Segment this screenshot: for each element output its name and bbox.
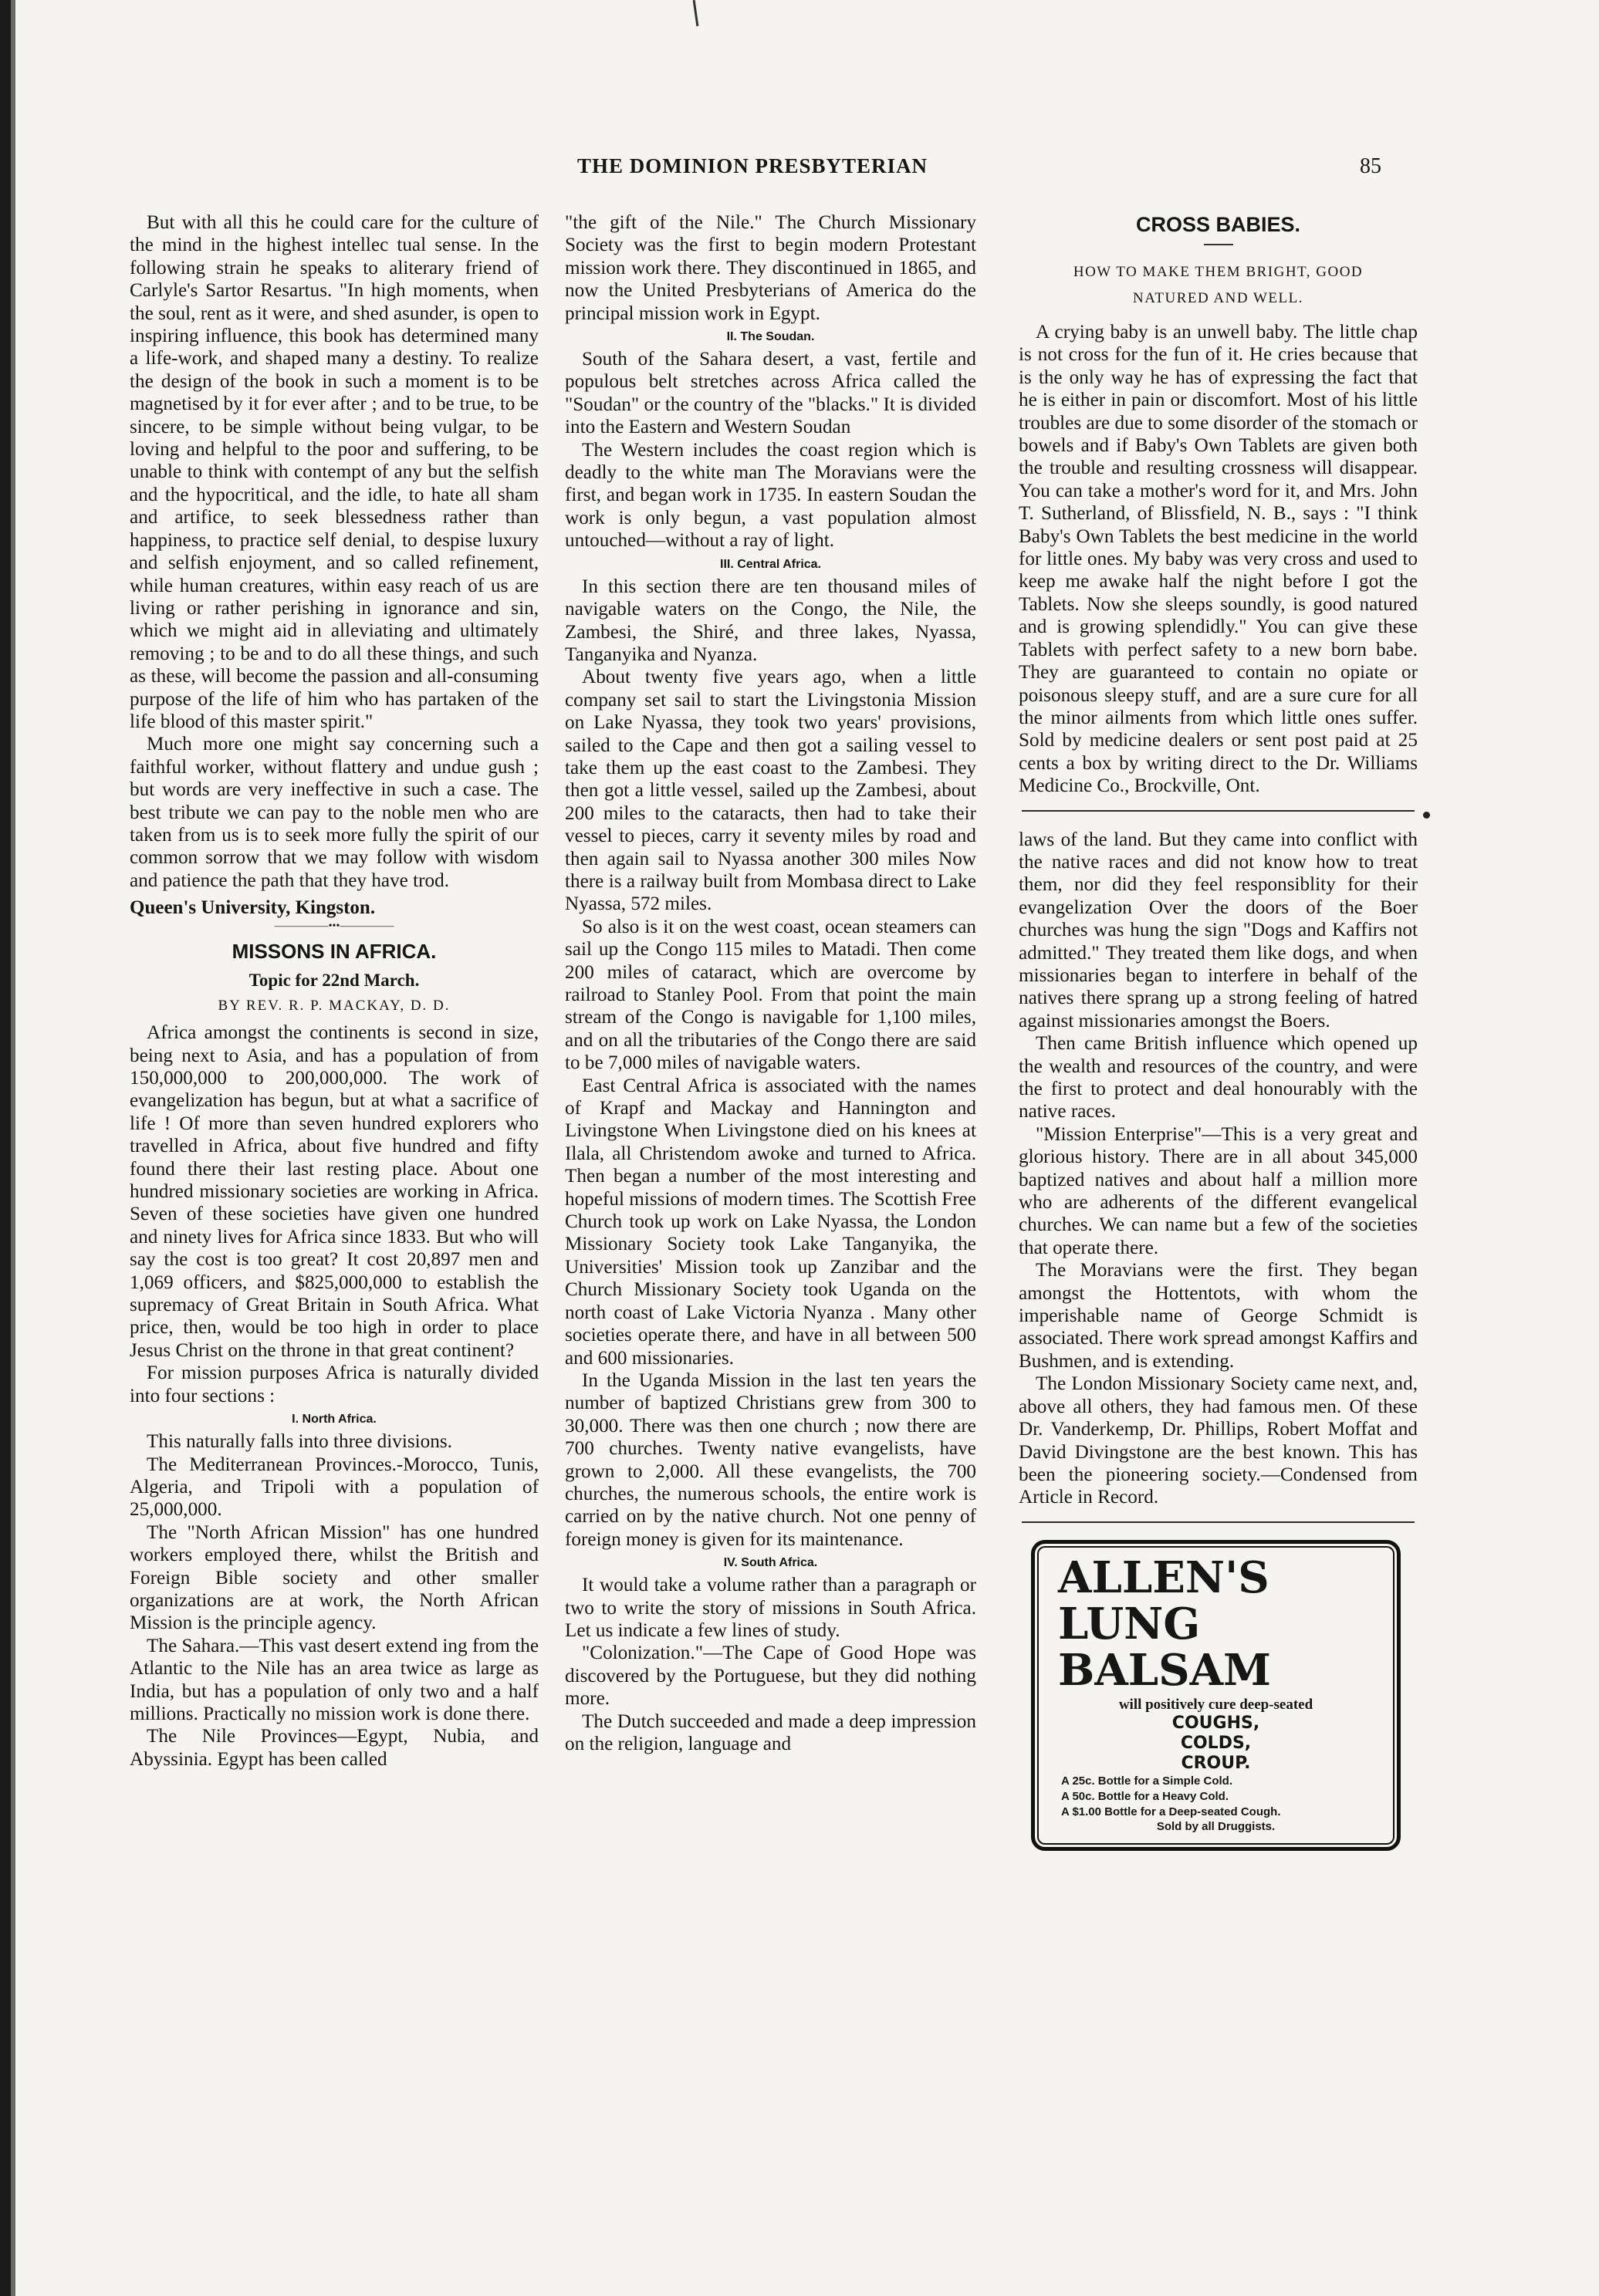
byline: BY REV. R. P. MACKAY, D. D. xyxy=(218,998,451,1015)
section-heading-soudan: II. The Soudan. xyxy=(726,330,815,344)
ad-price-line: A 50c. Bottle for a Heavy Cold. xyxy=(1061,1789,1229,1803)
section-heading-north-africa: I. North Africa. xyxy=(292,1413,377,1427)
article-paragraph: "Colonization."—The Cape of Good Hope was discovered by the Portuguese, but they did nothing more. xyxy=(565,1643,976,1710)
article-paragraph: The "North African Mission" has one hundred workers employed there, whilst the British and Foreign Bible society and other smaller organizations are at work, the North African Mission is the principle agency. xyxy=(130,1521,539,1634)
page-binding-edge xyxy=(0,0,11,2296)
article-paragraph: About twenty five years ago, when a little company set sail to start the Livingstonia Mission on Lake Nyassa, they took two years' provisions, sailed to the Cape and then got a sailing vessel to take them up the east coast to the Zambesi. They then got a little vessel, sailed up the Zambesi, about 200 miles to the cataracts, then had to take their vessel to pieces, carry it seventy miles by road and then again sail to Nyassa another 300 miles Now there is a railway built from Mombasa direct to Lake Nyassa, 572 miles. xyxy=(565,667,976,915)
article-paragraph: laws of the land. But they came into conflict with the native races and did not know how to treat them, nor did they feel responsiblity for their evangelization Over the doors of the Boer churches was hung the sign "Dogs and Kaffirs not admitted." They treated them like dogs, and when missionaries began to interfere in behalf of the natives there sprang up a strong feeling of hatred against missionaries amongst the Boers. xyxy=(1019,829,1418,1032)
ad-condition: CROUP. xyxy=(1181,1753,1251,1773)
article-paragraph: The Moravians were the first. They began amongst the Hottentots, with whom the imperishable name of George Schmidt is associated. There work spread amongst Kaffirs and Bushmen, and is extending. xyxy=(1019,1260,1418,1372)
article-paragraph: For mission purposes Africa is naturally divided into four sections : xyxy=(130,1362,539,1406)
column-1 xyxy=(130,211,539,1771)
column-rule xyxy=(1022,810,1415,812)
article-paragraph: "the gift of the Nile." The Church Missionary Society was the first to begin modern Protestant mission work there. They discontinued in 1865, and now the United Presbyterians of America do the principal mission work in Egypt. xyxy=(565,212,976,324)
article-paragraph: Africa amongst the continents is second in size, being next to Asia, and has a population of from 150,000,000 to 200,000,000. The work of evangelization has begun, but at what a sacrifice of life ! Of more than seven hundred explorers who travelled in Africa, about five hundred and fifty found there their last resting place. About one hundred missionary societies are working in Africa. Seven of these societies have given one hundred and ninety lives for Africa since 1833. But who will say the cost is too great? It cost 20,897 men and 1,069 officers, and $825,000,000 to establish the supremacy of Great Britain in South Africa. What price, then, would be too high in order to place Jesus Christ on the throne in that great continent? xyxy=(130,1022,539,1361)
ad-price-line: A $1.00 Bottle for a Deep-seated Cough. xyxy=(1061,1805,1281,1818)
ornament-rule: —————•••————— xyxy=(274,920,394,933)
subheading-line: NATURED AND WELL. xyxy=(1133,290,1303,306)
article-paragraph: South of the Sahara desert, a vast, fertile and populous belt stretches across Africa called the "Soudan" or the country of the "blacks." It is divided into the Eastern and Western Soudan xyxy=(565,349,976,438)
article-paragraph: East Central Africa is associated with the names of Krapf and Mackay and Hannington and Livingstone When Livingstone died on his knees at Ilala, all Christendom awoke and turned to Africa. Then began a number of the most interesting and hopeful missions of modern times. The Scottish Free Church took up work on Lake Nyassa, the London Missionary Society took Lake Tanganyika, the Universities' Mission took up Zanzibar and the Church Missionary Society took Uganda on the north coast of Lake Victoria Nyanza . Many other societies operate there, and have in all between 500 and 600 missionaries. xyxy=(565,1075,976,1369)
article-paragraph: The Nile Provinces—Egypt, Nubia, and Abyssinia. Egypt has been called xyxy=(130,1726,539,1770)
article-paragraph: The Mediterranean Provinces.-Morocco, Tunis, Algeria, and Tripoli with a population of 25,000,000. xyxy=(130,1454,539,1521)
running-title: THE DOMINION PRESBYTERIAN xyxy=(577,154,928,177)
article-paragraph: "Mission Enterprise"—This is a very great and glorious history. There are in all about 345,000 baptized natives and about half a million more who are adherents of the different evangelical churches. We can name but a few of the societies that operate there. xyxy=(1019,1123,1418,1258)
article-paragraph: The Sahara.—This vast desert extend ing from the Atlantic to the Nile has an area twice as large as India, but has a population of only two and a half millions. Practically no mission work is done there. xyxy=(130,1635,539,1724)
article-paragraph: But with all this he could care for the culture of the mind in the highest intellec tual sense. In the following strain he speaks to aliterary friend of Carlyle's Sartor Resartus. "In high moments, when the soul, rent as it were, and shed asunder, is open to inspiring influence, this book has determined many a life-work, and shaped many a destiny. To realize the design of the book in such a moment is to be magnetised by it for ever after ; and to be true, to be sincere, to be simple without being vulgar, to be loving and helpful to the poor and suffering, to be unable to think with contempt of any but the selfish and the hypocritical, and the idle, to hate all sham and artifice, to seek blessedness rather than happiness, to practice self denial, to despise luxury and selfish enjoyment, and so called refinement, while human creatures, within easy reach of us are living or rather perishing in ignorance and sin, which we might aid in alleviating and ultimately removing ; to be and to do all these things, and such as these, will become the passion and all-consuming purpose of the life of him who has partaken of the life blood of this master spirit." xyxy=(130,212,539,732)
missions-heading: MISSONS IN AFRICA. xyxy=(232,940,437,964)
ad-brand-line: ALLEN'S xyxy=(1058,1551,1269,1603)
article-paragraph: Much more one might say concerning such a faithful worker, without flattery and undue gush ; but words are very ineffective in such a case. The best tribute we can pay to the noble men who are taken from us is to seek more fully the spirit of our common sorrow that we may follow with wisdom and patience the path that they have trod. xyxy=(130,734,539,891)
topic-line: Topic for 22nd March. xyxy=(248,971,420,991)
column-2 xyxy=(565,211,976,1755)
page-header xyxy=(0,154,1599,185)
allens-lung-balsam-advertisement xyxy=(1031,1540,1401,1851)
article-signature: Queen's University, Kingston. xyxy=(130,897,376,919)
article-paragraph: In this section there are ten thousand miles of navigable waters on the Congo, the Nile, the Zambesi, the Shiré, and three lakes, Nyassa, Tanganyika and Nyanza. xyxy=(565,576,976,665)
short-rule xyxy=(1204,244,1233,245)
cross-babies-text: A crying baby is an unwell baby. The little chap is not cross for the fun of it. He cries because that is the only way he has of expressing the fact that he is either in pain or discomfort. Most of his little troubles are due to some disorder of the stomach or bowels and if Baby's Own Tablets are given both the trouble and resulting crossness will disappear. You can take a mother's word for it, and Mrs. John T. Sutherland, of Blissfield, N. B., says : "I think Baby's Own Tablets the best medicine in the world for little ones. My baby was very cross and used to keep me awake half the night before I got the Tablets. Now she sleeps soundly, is good natured and is growing splendidly." You can give these Tablets with perfect safety to a new born babe. They are guaranteed to contain no opiate or poisonous sleepy stuff, and are a sure cure for all the minor ailments from which little ones suffer. Sold by medicine dealers or sent post paid at 25 cents a box by writing direct to the Dr. Williams Medicine Co., Brockville, Ont. xyxy=(1019,322,1418,797)
section-heading-central-africa: III. Central Africa. xyxy=(720,557,821,571)
ad-condition: COUGHS, xyxy=(1171,1713,1260,1733)
article-paragraph: The Dutch succeeded and made a deep impression on the religion, language and xyxy=(565,1710,976,1754)
article-paragraph: This naturally falls into three divisions. xyxy=(147,1431,452,1453)
article-paragraph: So also is it on the west coast, ocean steamers can sail up the Congo 115 miles to Matadi. Then come 200 miles of cataract, which are overcome by railroad to Stanley Pool. From that point the main stream of the Congo is navigable for 1,100 miles, and on all the tributaries of the Congo there are said to be 7,000 miles of navigable waters. xyxy=(565,916,976,1074)
section-heading-south-africa: IV. South Africa. xyxy=(723,1556,818,1570)
ad-condition: COLDS, xyxy=(1180,1733,1252,1753)
print-mark xyxy=(693,0,699,26)
cross-babies-subheading xyxy=(1019,259,1418,312)
ad-brand-line: LUNG xyxy=(1058,1598,1201,1649)
ink-dot xyxy=(1423,812,1430,819)
subheading-line: HOW TO MAKE THEM BRIGHT, GOOD xyxy=(1073,264,1364,280)
cross-babies-heading: CROSS BABIES. xyxy=(1135,213,1301,236)
column-3 xyxy=(1019,211,1418,1851)
column-rule xyxy=(1022,1521,1415,1523)
page-binding-shadow xyxy=(11,0,15,2296)
page-number: 85 xyxy=(1360,154,1381,178)
ad-price-line: A 25c. Bottle for a Simple Cold. xyxy=(1061,1774,1232,1788)
article-paragraph: The London Missionary Society came next, and, above all others, they had famous men. Of these Dr. Vanderkemp, Dr. Phillips, Robert Moffat and David Divingstone are the best known. This has been the pioneering society.—Condensed from Article in Record. xyxy=(1019,1373,1418,1508)
article-paragraph: It would take a volume rather than a paragraph or two to write the story of missions in South Africa. Let us indicate a few lines of study. xyxy=(565,1575,976,1641)
article-paragraph: In the Uganda Mission in the last ten years the number of baptized Christians grew from 300 to 30,000. There was then one church ; now there are 700 churches. Twenty native evangelists, have grown to 2,000. All these evangelists, the 700 churches, the numerous schools, the entire work is carried on by the native church. Not one penny of foreign money is given for its maintenance. xyxy=(565,1369,976,1550)
ad-sold-line: Sold by all Druggists. xyxy=(1156,1819,1276,1833)
article-paragraph: The Western includes the coast region which is deadly to the white man The Moravians were the first, and began work in 1735. In eastern Soudan the work is only begun, a vast population almost untouched—without a ray of light. xyxy=(565,439,976,552)
ad-brand-line: BALSAM xyxy=(1058,1644,1272,1696)
ad-claim: will positively cure deep-seated xyxy=(1118,1696,1313,1713)
article-paragraph: Then came British influence which opened up the wealth and resources of the country, and were the first to protect and deal honourably with the native races. xyxy=(1019,1033,1418,1123)
